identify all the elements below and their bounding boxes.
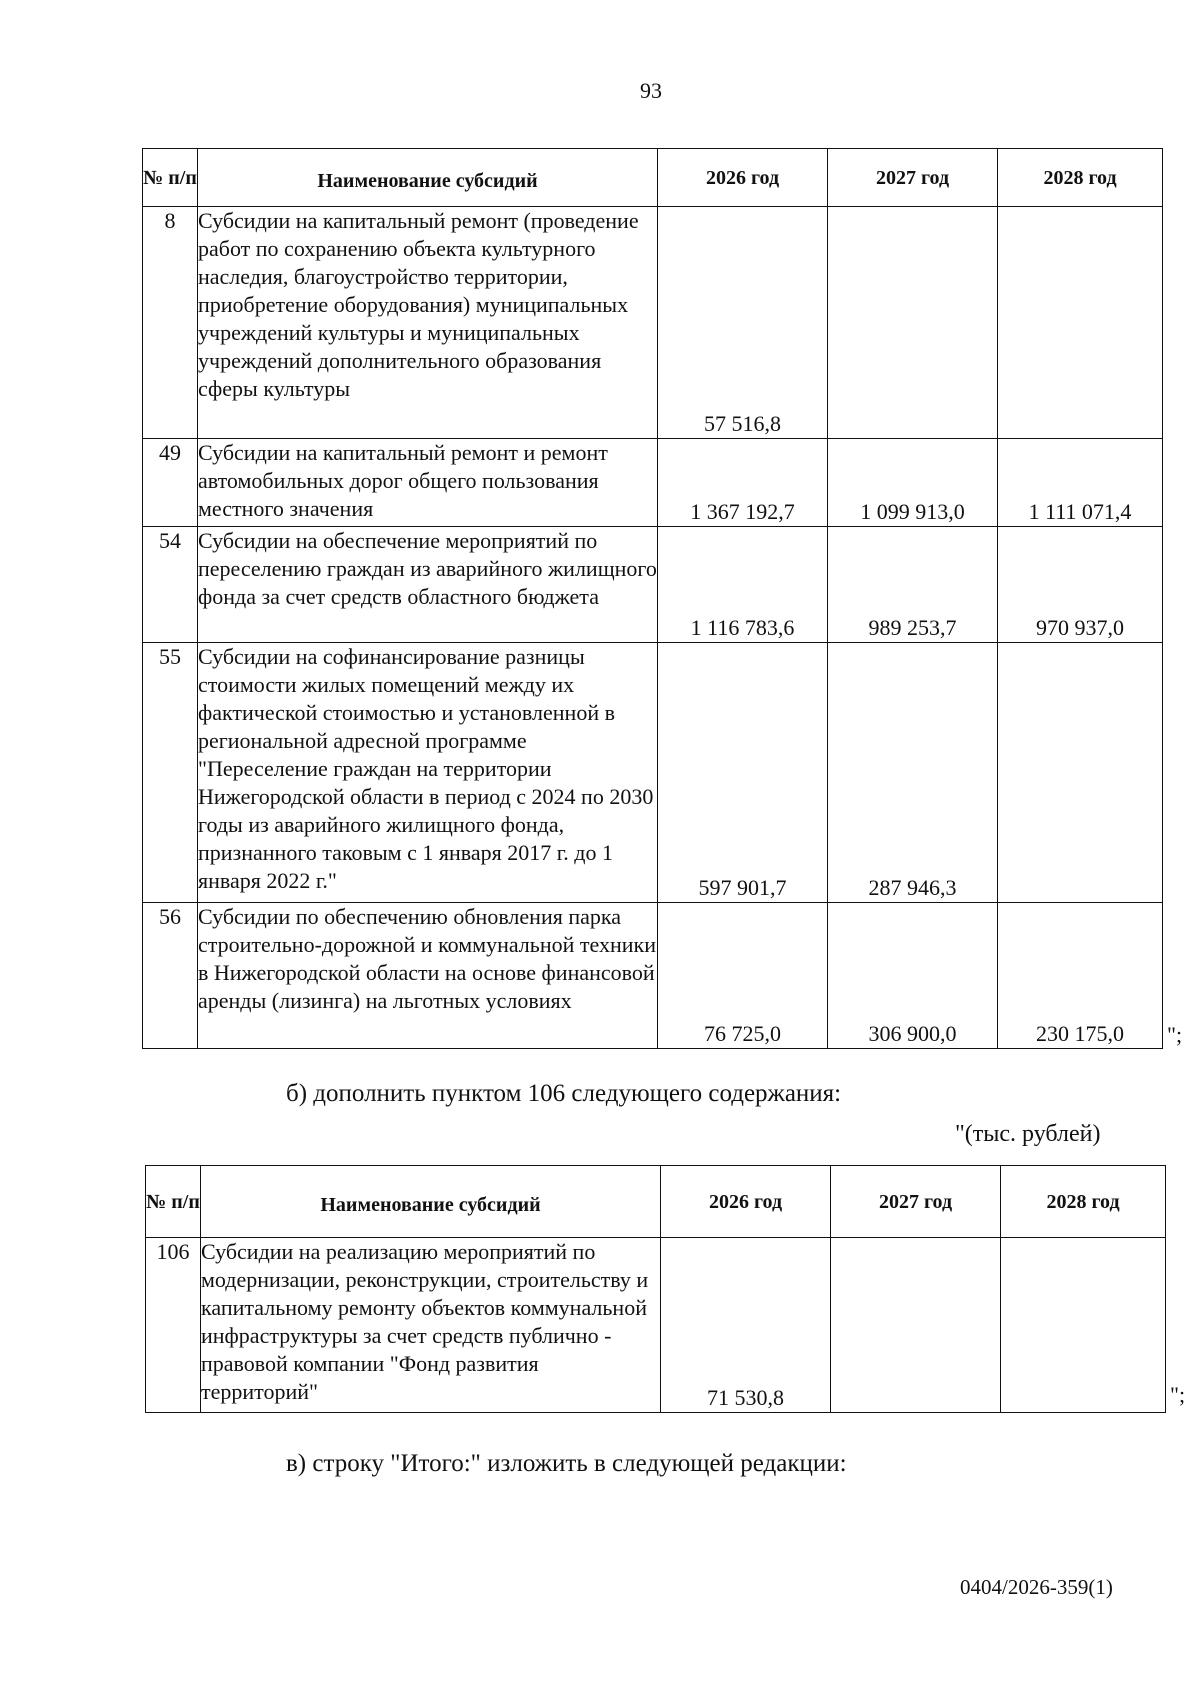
header-2028: 2028 год: [1001, 1166, 1166, 1238]
table-row: [146, 1238, 1166, 1413]
row-name: Субсидии на капитальный ремонт и ремонт автомобильных дорог общего пользования местного значения: [198, 439, 658, 527]
header-2026: 2026 год: [661, 1166, 831, 1238]
header-2026: 2026 год: [658, 149, 828, 207]
value-2028: 1 111 071,4: [998, 439, 1163, 527]
table-header-row: [143, 149, 1163, 207]
table-row: [143, 643, 1163, 903]
table-row: [143, 207, 1163, 439]
header-2027: 2027 год: [828, 149, 998, 207]
value-2027: 1 099 913,0: [828, 439, 998, 527]
row-num: 55: [143, 643, 198, 903]
header-num: № п/п: [143, 149, 198, 207]
table-row: [143, 527, 1163, 643]
page-number: 93: [640, 78, 662, 103]
header-name: Наименование субсидий: [201, 1166, 661, 1238]
row-num: 56: [143, 903, 198, 1049]
row-name: Субсидии на реализацию мероприятий по модернизации, реконструкции, строительству и капитальному ремонту объектов коммунальной инфраструктуры за счет средств публично - правовой компании "Фонд развития территорий": [201, 1238, 661, 1413]
value-2026: 1 116 783,6: [658, 527, 828, 643]
header-2027: 2027 год: [831, 1166, 1001, 1238]
value-2028: [1001, 1238, 1166, 1413]
row-name: Субсидии на капитальный ремонт (проведение работ по сохранению объекта культурного наследия, благоустройство территории, приобретение оборудования) муниципальных учреждений культуры и муниципальных учреждений дополнительного образования сферы культуры: [198, 207, 658, 439]
value-2026: 1 367 192,7: [658, 439, 828, 527]
subsidies-table: [142, 148, 1163, 1049]
table-header-row: [146, 1166, 1166, 1238]
value-2026: 57 516,8: [658, 207, 828, 439]
units-label: "(тыс. рублей): [955, 1121, 1101, 1147]
value-2027: [831, 1238, 1001, 1413]
value-2027: 287 946,3: [828, 643, 998, 903]
header-2028: 2028 год: [998, 149, 1163, 207]
row-name: Субсидии на софинансирование разницы стоимости жилых помещений между их фактической стоимостью и установленной в региональной адресной программе "Переселение граждан на территории Нижегородской области в период с 2024 по 2030 годы из аварийного жилищного фонда, признанного таковым с 1 января 2017 г. до 1 января 2022 г.": [198, 643, 658, 903]
row-num: 49: [143, 439, 198, 527]
table-closing-quote: ";: [1170, 1382, 1186, 1407]
value-2028: [998, 207, 1163, 439]
row-num: 8: [143, 207, 198, 439]
row-num: 106: [146, 1238, 201, 1413]
value-2028: 970 937,0: [998, 527, 1163, 643]
value-2026: 76 725,0: [658, 903, 828, 1049]
header-num: № п/п: [146, 1166, 201, 1238]
value-2026: 597 901,7: [658, 643, 828, 903]
paragraph-b: б) дополнить пунктом 106 следующего содержания:: [286, 1080, 842, 1107]
row-name: Субсидии на обеспечение мероприятий по переселению граждан из аварийного жилищного фонда за счет средств областного бюджета: [198, 527, 658, 643]
paragraph-c: в) строку "Итого:" изложить в следующей редакции:: [286, 1450, 847, 1477]
value-2027: 306 900,0: [828, 903, 998, 1049]
value-2028: 230 175,0: [998, 903, 1163, 1049]
subsidies-table-106: [145, 1165, 1166, 1413]
table-closing-quote: ";: [1167, 1022, 1183, 1047]
document-code: 0404/2026-359(1): [960, 1575, 1113, 1599]
table-row: [143, 903, 1163, 1049]
row-num: 54: [143, 527, 198, 643]
value-2026: 71 530,8: [661, 1238, 831, 1413]
value-2027: 989 253,7: [828, 527, 998, 643]
header-name: Наименование субсидий: [198, 149, 658, 207]
table-row: [143, 439, 1163, 527]
row-name: Субсидии по обеспечению обновления парка строительно-дорожной и коммунальной техники в Нижегородской области на основе финансовой аренды (лизинга) на льготных условиях: [198, 903, 658, 1049]
value-2028: [998, 643, 1163, 903]
value-2027: [828, 207, 998, 439]
